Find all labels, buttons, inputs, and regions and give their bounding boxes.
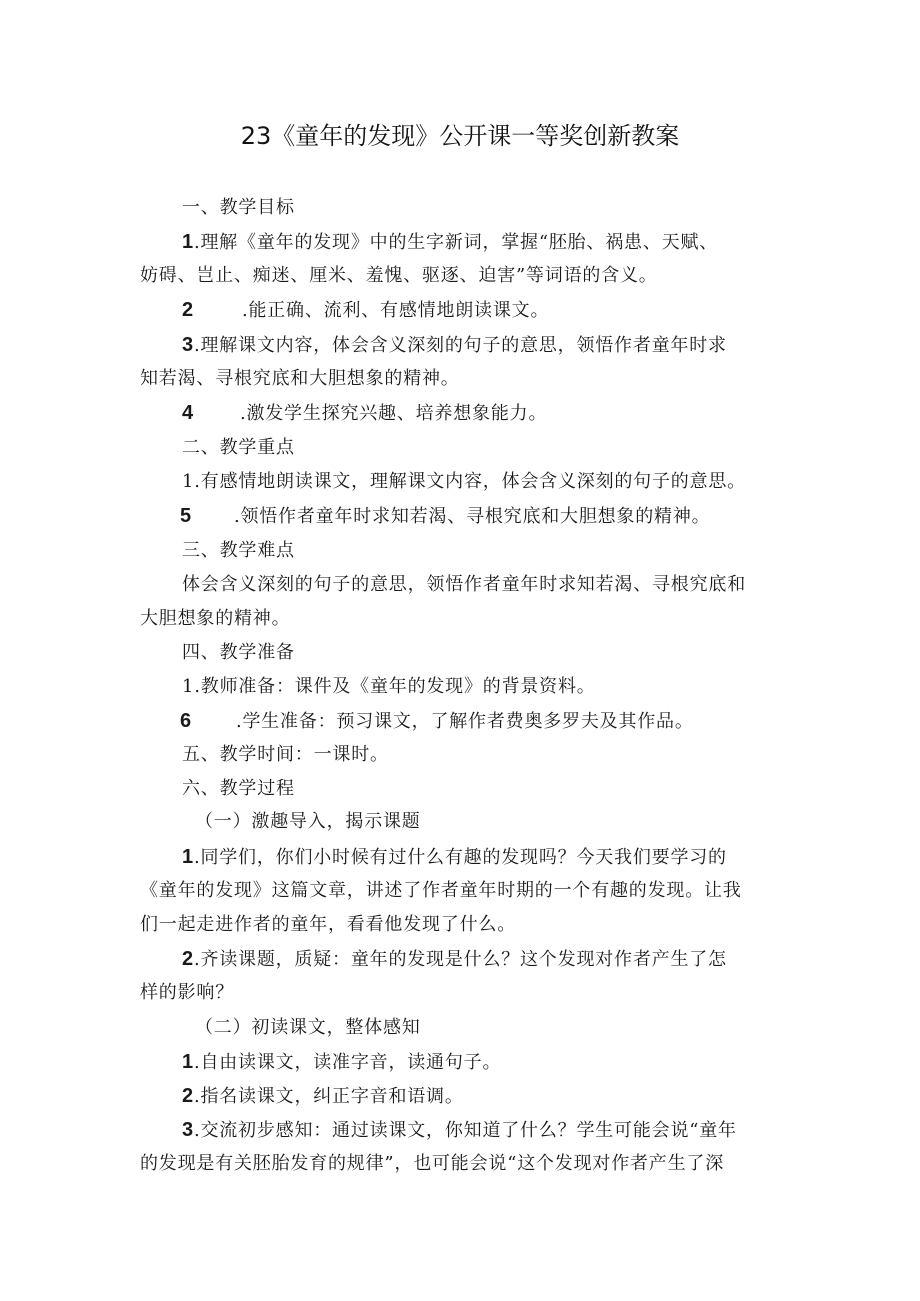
goal-4-number: 4 — [182, 402, 194, 424]
key-point-2-text: .领悟作者童年时求知若渴、寻根究底和大胆想象的精神。 — [233, 506, 711, 527]
reading-3-text: .交流初步感知：通过读课文，你知道了什么？学生可能会说“童年 — [193, 1120, 737, 1141]
goal-4-text: .激发学生探究兴趣、培养想象能力。 — [239, 403, 548, 424]
part-1-heading: （一）激趣导入，揭示课题 — [195, 811, 421, 832]
goal-1-line-1 — [182, 230, 718, 255]
key-point-1: 1.有感情地朗读课文，理解课文内容，体会含义深刻的句子的意思。 — [182, 471, 746, 492]
difficulty-line-1: 体会含义深刻的句子的意思，领悟作者童年时求知若渴、寻根究底和 — [182, 574, 746, 595]
reading-2-text: .指名读课文，纠正字音和语调。 — [193, 1086, 464, 1107]
key-point-2 — [180, 504, 710, 529]
difficulty-heading: 三、教学难点 — [182, 540, 295, 561]
document-title: 23《童年的发现》公开课一等奖创新教案 — [240, 122, 680, 150]
goal-3-text: .理解课文内容，体会含义深刻的句子的意思，领悟作者童年时求 — [193, 335, 727, 356]
process-heading: 六、教学过程 — [182, 778, 295, 799]
prep-item-2 — [180, 709, 694, 734]
difficulty-line-2: 大胆想象的精神。 — [140, 608, 291, 629]
process-2-number: 2 — [182, 948, 194, 970]
goal-2 — [182, 298, 549, 323]
reading-3-line-1 — [182, 1118, 737, 1143]
key-point-2-number: 5 — [180, 505, 192, 527]
process-1-number: 1 — [182, 846, 194, 868]
goal-4 — [182, 401, 547, 426]
goal-1-line-2: 妨碍、岂止、痴迷、厘米、羞愧、驱逐、迫害”等词语的含义。 — [140, 265, 658, 286]
process-1-text: .同学们，你们小时候有过什么有趣的发现吗？今天我们要学习的 — [193, 847, 727, 868]
prep-heading: 四、教学准备 — [182, 642, 295, 663]
goal-3-line-2: 知若渴、寻根究底和大胆想象的精神。 — [140, 368, 460, 389]
goal-1-number: 1 — [182, 231, 194, 253]
process-2-text: .齐读课题，质疑：童年的发现是什么？这个发现对作者产生了怎 — [193, 949, 727, 970]
process-2-line-1 — [182, 947, 727, 972]
goal-3-line-1 — [182, 333, 727, 358]
process-2-line-2: 样的影响？ — [140, 982, 234, 1003]
prep-item-2-number: 6 — [180, 710, 192, 732]
goals-heading: 一、教学目标 — [182, 197, 295, 218]
key-heading: 二、教学重点 — [182, 437, 295, 458]
reading-3-number: 3 — [182, 1119, 194, 1141]
reading-1-text: .自由读课文，读准字音，读通句子。 — [193, 1052, 502, 1073]
goal-2-text: .能正确、流利、有感情地朗读课文。 — [241, 300, 550, 321]
reading-3-line-2: 的发现是有关胚胎发育的规律”，也可能会说“这个发现对作者产生了深 — [140, 1153, 725, 1174]
reading-2 — [182, 1084, 464, 1109]
reading-2-number: 2 — [182, 1085, 194, 1107]
process-1-line-2: 《童年的发现》这篇文章，讲述了作者童年时期的一个有趣的发现。让我 — [140, 880, 742, 901]
part-2-heading: （二）初读课文，整体感知 — [195, 1017, 421, 1038]
goal-1-text: .理解《童年的发现》中的生字新词，掌握“胚胎、祸患、天赋、 — [193, 232, 719, 253]
goal-3-number: 3 — [182, 334, 194, 356]
prep-item-1: 1.教师准备：课件及《童年的发现》的背景资料。 — [182, 676, 596, 697]
reading-1-number: 1 — [182, 1051, 194, 1073]
time-heading: 五、教学时间：一课时。 — [182, 744, 389, 765]
reading-1 — [182, 1050, 501, 1075]
process-1-line-3: 们一起走进作者的童年，看看他发现了什么。 — [140, 914, 516, 935]
process-1-line-1 — [182, 845, 727, 870]
prep-item-2-text: .学生准备：预习课文，了解作者费奥多罗夫及其作品。 — [235, 711, 694, 732]
goal-2-number: 2 — [182, 299, 194, 321]
